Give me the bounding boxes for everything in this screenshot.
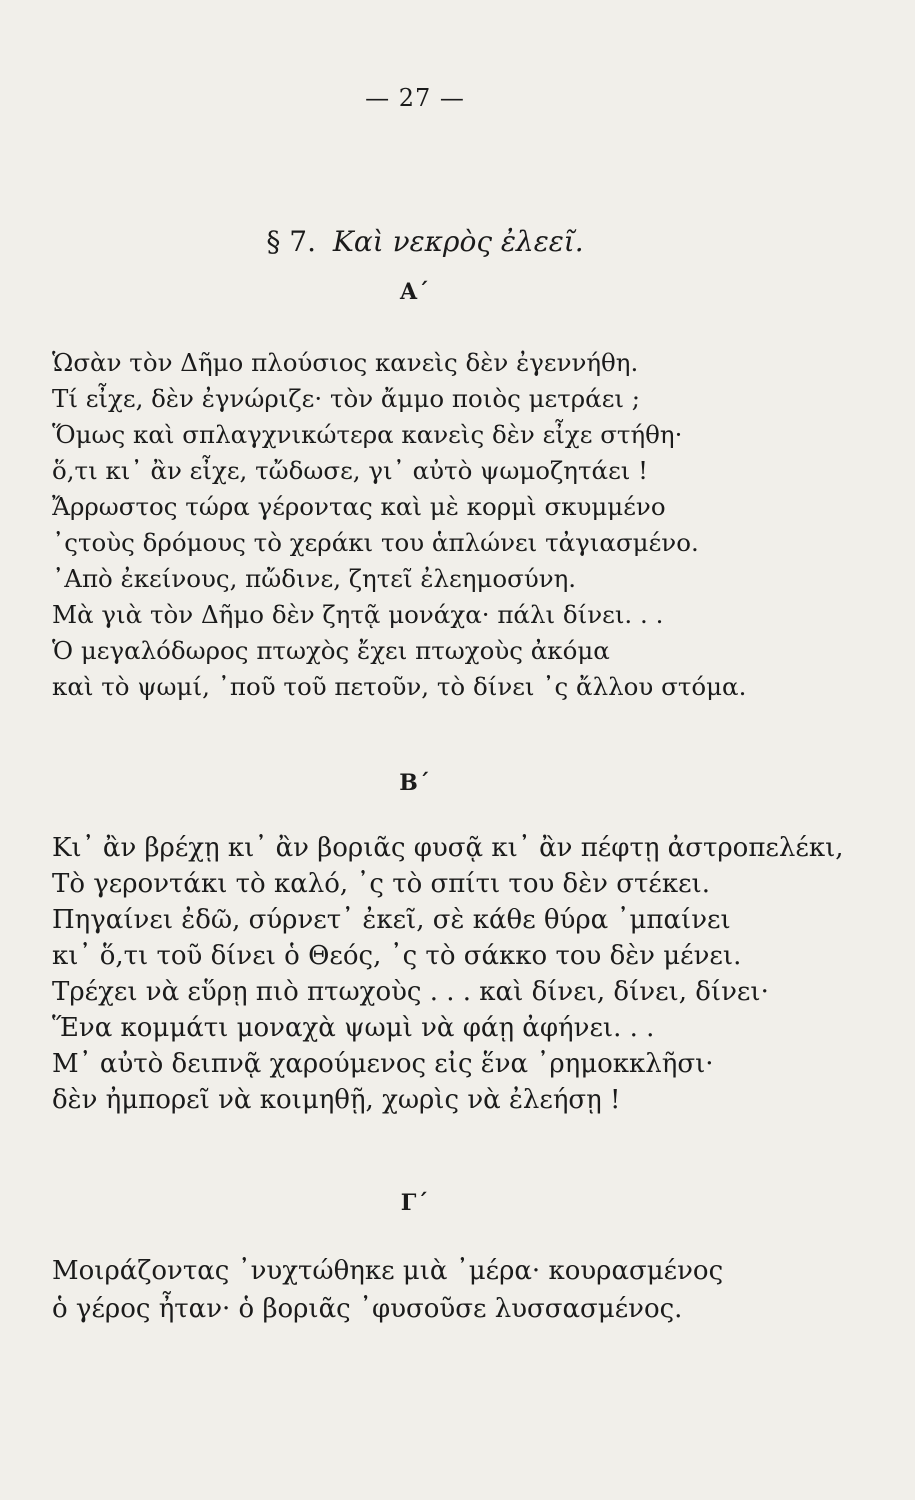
verse-line: Μ᾽ αὐτὸ δειπνᾷ χαρούμενος εἰς ἕνα ᾽ρημοκκλῆσι· [52, 1049, 714, 1079]
verse-line: Ὡσὰν τὸν Δῆμο πλούσιος κανεὶς δὲν ἐγεννήθη. [52, 348, 639, 377]
verse-line: Ὅμως καὶ σπλαγχνικώτερα κανεὶς δὲν εἶχε στήθη· [52, 420, 683, 449]
verse-line: Μοιράζοντας ᾽νυχτώθηκε μιὰ ᾽μέρα· κουρασμένος [52, 1256, 724, 1286]
verse-line: ὅ,τι κι᾽ ἂν εἶχε, τὤδωσε, γι᾽ αὐτὸ ψωμοζητάει ! [52, 456, 649, 485]
verse-line: καὶ τὸ ψωμί, ᾽ποῦ τοῦ πετοῦν, τὸ δίνει ᾽ς ἄλλου στόμα. [52, 672, 747, 701]
section-mark-c: Γ΄ [400, 1190, 430, 1216]
verse-line: Κι᾽ ἂν βρέχῃ κι᾽ ἂν βοριᾶς φυσᾷ κι᾽ ἂν πέφτῃ ἀστροπελέκι, [52, 833, 844, 863]
verse-line: δὲν ἠμπορεῖ νὰ κοιμηθῇ, χωρὶς νὰ ἐλεήσῃ ! [52, 1085, 621, 1115]
verse-line: Πηγαίνει ἐδῶ, σύρνετ᾽ ἐκεῖ, σὲ κάθε θύρα ᾽μπαίνει [52, 905, 731, 935]
verse-line: Μὰ γιὰ τὸν Δῆμο δὲν ζητᾷ μονάχα· πάλι δίνει. . . [52, 600, 664, 629]
section-mark-a: Α΄ [399, 279, 431, 305]
verse-line: ὁ γέρος ἦταν· ὁ βοριᾶς ᾽φυσοῦσε λυσσασμένος. [52, 1294, 683, 1324]
chapter-number: § 7. [266, 225, 316, 258]
stanza-b [52, 830, 872, 1118]
stanza-a [52, 345, 872, 705]
verse-line: Τὸ γεροντάκι τὸ καλό, ᾽ς τὸ σπίτι του δὲν στέκει. [52, 869, 710, 899]
verse-line: Ὁ μεγαλόδωρος πτωχὸς ἔχει πτωχοὺς ἀκόμα [52, 636, 610, 665]
verse-line: Τί εἶχε, δὲν ἐγνώριζε· τὸν ἄμμο ποιὸς μετράει ; [52, 384, 641, 413]
page-number: — 27 — [365, 84, 465, 112]
verse-line: Ἕνα κομμάτι μοναχὰ ψωμὶ νὰ φάῃ ἀφήνει. . . [52, 1013, 655, 1043]
verse-line: ᾽Απὸ ἐκείνους, πὤδινε, ζητεῖ ἐλεημοσύνη. [52, 564, 577, 593]
stanza-c [52, 1252, 872, 1328]
chapter-title: Καὶ νεκρὸς ἐλεεῖ. [332, 225, 584, 258]
verse-line: Ἄρρωστος τώρα γέροντας καὶ μὲ κορμὶ σκυμμένο [52, 492, 666, 521]
chapter-heading [0, 225, 850, 258]
verse-line: ᾽ςτοὺς δρόμους τὸ χεράκι του ἁπλώνει τἀγιασμένο. [52, 528, 699, 557]
verse-line: Τρέχει νὰ εὕρῃ πιὸ πτωχοὺς . . . καὶ δίνει, δίνει, δίνει· [52, 977, 769, 1007]
verse-line: κι᾽ ὅ,τι τοῦ δίνει ὁ Θεός, ᾽ς τὸ σάκκο του δὲν μένει. [52, 941, 742, 971]
section-mark-b: Β΄ [399, 770, 431, 796]
